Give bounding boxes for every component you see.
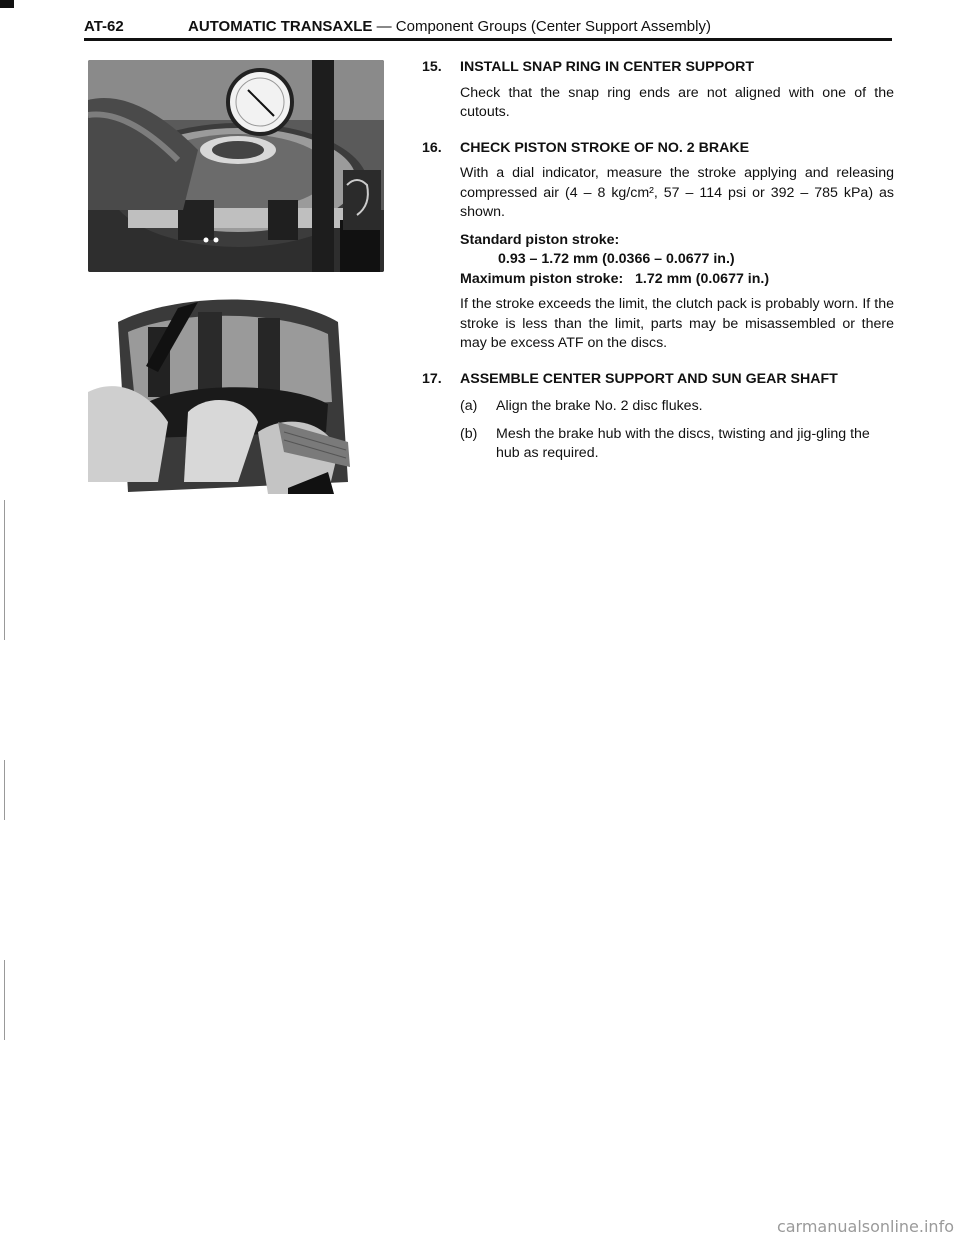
step-text: Check that the snap ring ends are not aligned with one of the cutouts. [460,84,894,120]
step-number: 15. [422,59,442,75]
step-15 [422,58,894,123]
substep-text: Align the brake No. 2 disc flukes. [496,398,703,414]
header-rule [84,38,892,41]
substep-a [460,397,894,417]
header-title-bold: AUTOMATIC TRANSAXLE [188,18,373,35]
scan-artifact-line [4,760,5,820]
step-heading: CHECK PISTON STROKE OF NO. 2 BRAKE [460,139,750,156]
header-title-rest: — Component Groups (Center Support Assembly) [372,18,711,35]
dial-indicator-photo [88,60,384,272]
brake-hub-assembly-photo [88,282,384,494]
substep-label: (b) [460,425,478,442]
procedure-content [422,58,894,480]
page-number: AT-62 [84,18,124,35]
page-header [84,18,892,38]
substep-text: Mesh the brake hub with the discs, twisting and jig-gling the hub as required. [496,425,870,461]
step-number: 16. [422,139,442,156]
spec-block [460,231,894,290]
step-note: If the stroke exceeds the limit, the clutch pack is probably worn. If the stroke is less than the limit, parts may be misassembled or there may be excess ATF on the discs. [460,296,894,351]
spec-standard-value: 0.93 – 1.72 mm (0.0366 – 0.0677 in.) [498,251,735,267]
step-heading: INSTALL SNAP RING IN CENTER SUPPORT [460,59,755,75]
scan-artifact-line [4,500,5,640]
scan-corner-mark [0,0,14,8]
watermark: carmanualsonline.info [776,1217,954,1236]
substep-label: (a) [460,398,478,414]
step-text: With a dial indicator, measure the stroke applying and releasing compressed air (4 – 8 kg/cm², 57 – 114 psi or 392 – 785 kPa) as shown. [460,165,894,220]
step-16 [422,139,894,354]
substep-b [460,425,894,464]
step-heading: ASSEMBLE CENTER SUPPORT AND SUN GEAR SHAFT [460,370,838,387]
spec-standard-label: Standard piston stroke: [460,231,620,248]
step-17 [422,370,894,464]
scan-artifact-line [4,960,5,1040]
spec-maximum: Maximum piston stroke: 1.72 mm (0.0677 in.) [460,270,770,287]
step-number: 17. [422,370,442,387]
